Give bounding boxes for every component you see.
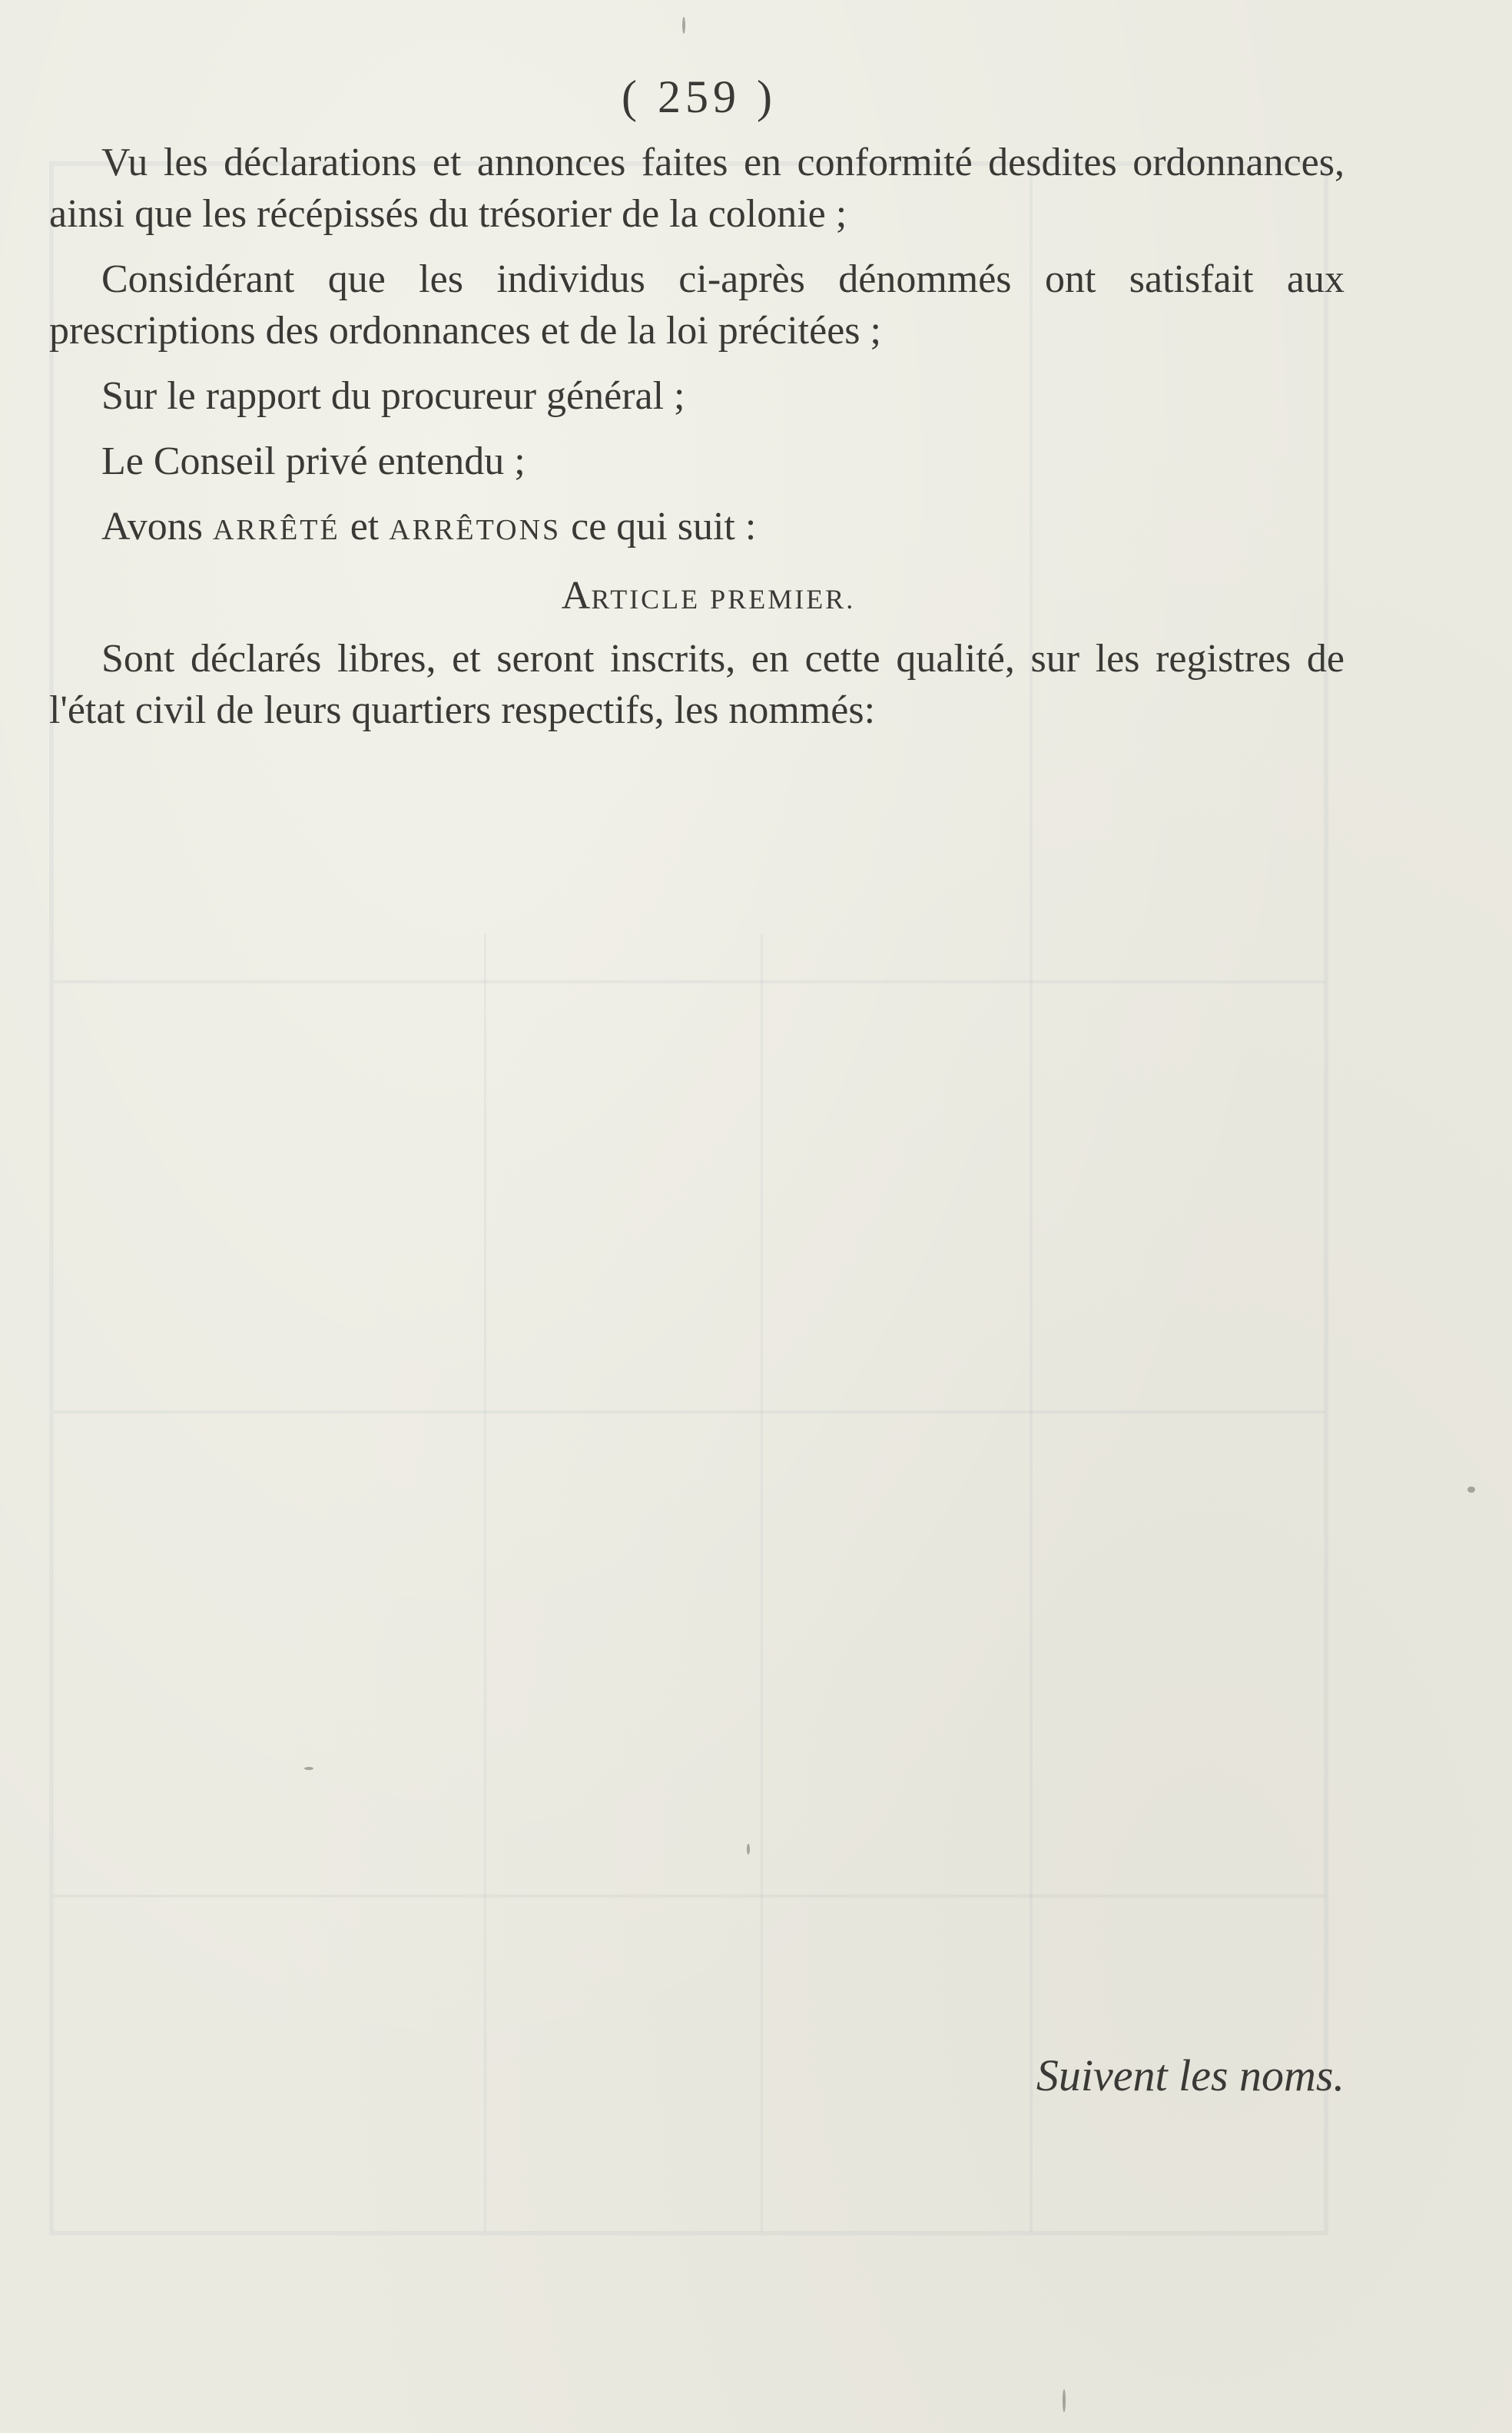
article-heading xyxy=(49,570,1345,625)
paragraph-considerant: Considérant que les individus ci-après dénommés ont satisfait aux prescriptions des ordonnances et de la loi précitées ; xyxy=(49,257,1345,353)
closing-note: Suivent les noms. xyxy=(1036,2050,1345,2100)
paragraph-declarations: Vu les déclarations et annonces faites en conformité desdites ordonnances, ainsi que les récépissés du trésorier de la colonie ; xyxy=(49,141,1345,236)
paper-speck xyxy=(304,1767,313,1770)
decree-conj: et xyxy=(350,505,380,549)
paragraph-libres: Sont déclarés libres, et seront inscrits, en cette qualité, sur les registres de l'état civil de leurs quartiers respectifs, les nommés: xyxy=(49,637,1345,732)
paragraph-rapport: Sur le rapport du procureur général ; xyxy=(101,374,685,418)
decree-tail: ce qui suit : xyxy=(571,505,757,549)
paper-speck xyxy=(1467,1487,1475,1493)
paragraph-decree xyxy=(49,501,1345,556)
paper-speck xyxy=(682,17,685,34)
paragraph-conseil: Le Conseil privé entendu ; xyxy=(101,439,526,483)
article-initial: A xyxy=(561,574,592,618)
page-number: ( 259 ) xyxy=(622,71,777,122)
body-text xyxy=(49,137,1345,750)
paper-speck xyxy=(1063,2389,1066,2412)
decree-word-arrete: ARRÊTÉ xyxy=(212,514,340,546)
article-ordinal: PREMIER. xyxy=(710,584,856,615)
paper-speck xyxy=(747,1844,750,1855)
decree-lead: Avons xyxy=(101,505,203,549)
article-word: RTICLE xyxy=(591,584,701,615)
decree-word-arretons: ARRÊTONS xyxy=(389,514,562,546)
